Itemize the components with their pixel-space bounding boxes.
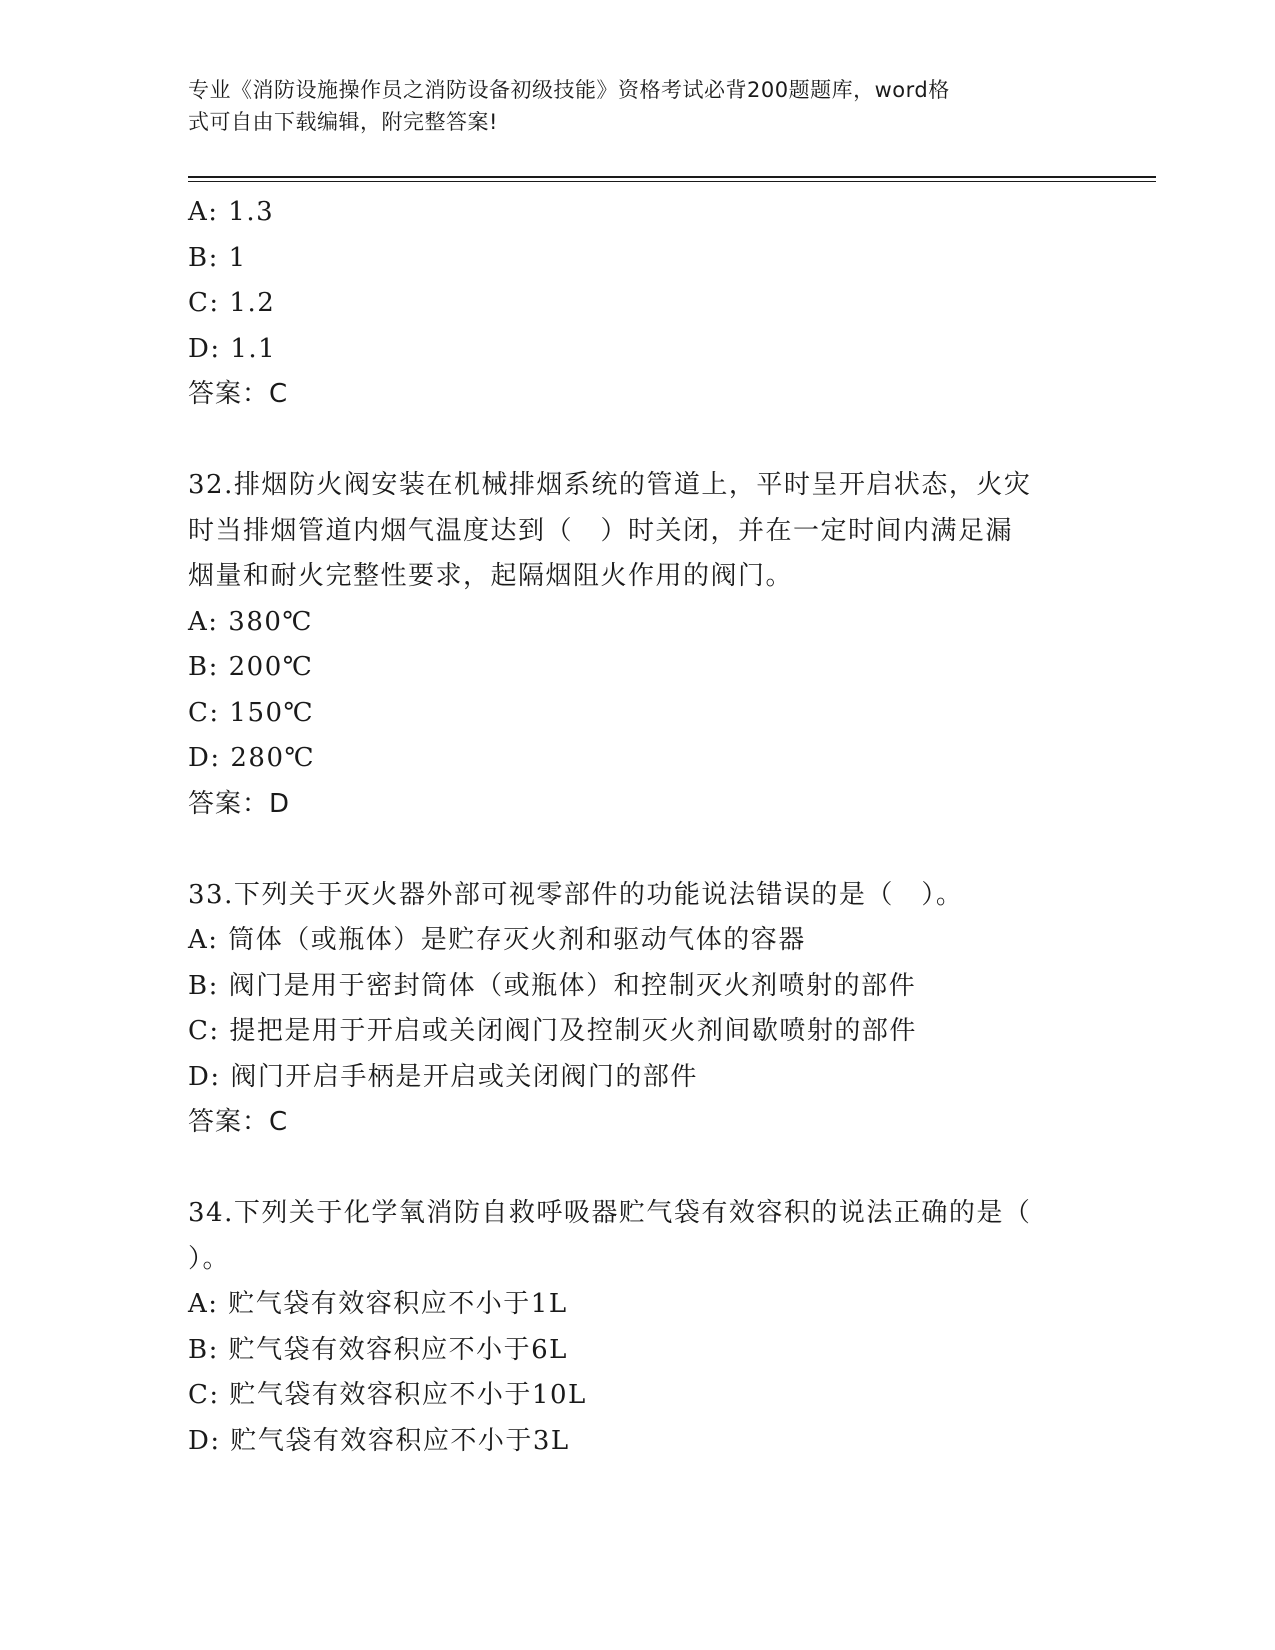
header-line-1: 专业《消防设施操作员之消防设备初级技能》资格考试必背200题题库，word格 <box>188 78 950 102</box>
answer: 答案：C <box>188 1107 289 1137</box>
spacer <box>188 418 1088 464</box>
question-stem-line: 34.下列关于化学氧消防自救呼吸器贮气袋有效容积的说法正确的是（ <box>188 1198 1032 1228</box>
option-b: B: 1 <box>188 242 247 273</box>
answer: 答案：D <box>188 788 291 819</box>
question-31 <box>188 190 1088 418</box>
option-d: D: 贮气袋有效容积应不小于3L <box>188 1425 570 1456</box>
option-d: D: 阀门开启手柄是开启或关闭阀门的部件 <box>188 1061 698 1092</box>
question-34 <box>188 1191 1088 1464</box>
option-c: C: 150℃ <box>188 697 315 728</box>
option-c: C: 1.2 <box>188 288 276 318</box>
option-a: A: 筒体（或瓶体）是贮存灭火剂和驱动气体的容器 <box>188 925 806 955</box>
header-divider-thin <box>188 181 1156 182</box>
question-stem-line: ）。 <box>188 1243 231 1274</box>
option-c: C: 贮气袋有效容积应不小于10L <box>188 1380 587 1410</box>
question-32 <box>188 463 1088 827</box>
option-c: C: 提把是用于开启或关闭阀门及控制灭火剂间歇喷射的部件 <box>188 1016 917 1046</box>
option-a: A: 1.3 <box>188 197 275 227</box>
option-d: D: 1.1 <box>188 333 277 364</box>
answer: 答案：C <box>188 379 289 409</box>
spacer <box>188 1146 1088 1192</box>
question-stem-line: 33.下列关于灭火器外部可视零部件的功能说法错误的是（ ）。 <box>188 879 964 910</box>
option-b: B: 阀门是用于密封筒体（或瓶体）和控制灭火剂喷射的部件 <box>188 970 917 1001</box>
option-a: A: 380℃ <box>188 606 314 637</box>
option-d: D: 280℃ <box>188 743 316 773</box>
option-a: A: 贮气袋有效容积应不小于1L <box>188 1289 568 1319</box>
question-stem-line: 32.排烟防火阀安装在机械排烟系统的管道上，平时呈开启状态，火灾 <box>188 470 1032 500</box>
option-b: B: 200℃ <box>188 652 314 682</box>
header-divider-thick <box>188 176 1156 178</box>
question-list <box>188 190 1088 1464</box>
question-stem-line: 时当排烟管道内烟气温度达到（ ）时关闭，并在一定时间内满足漏 <box>188 515 1014 546</box>
spacer <box>188 827 1088 873</box>
header-line-2: 式可自由下载编辑，附完整答案! <box>188 110 498 134</box>
question-33 <box>188 873 1088 1146</box>
question-stem-line: 烟量和耐火完整性要求，起隔烟阻火作用的阀门。 <box>188 561 794 591</box>
document-header <box>188 74 1068 138</box>
option-b: B: 贮气袋有效容积应不小于6L <box>188 1334 568 1365</box>
